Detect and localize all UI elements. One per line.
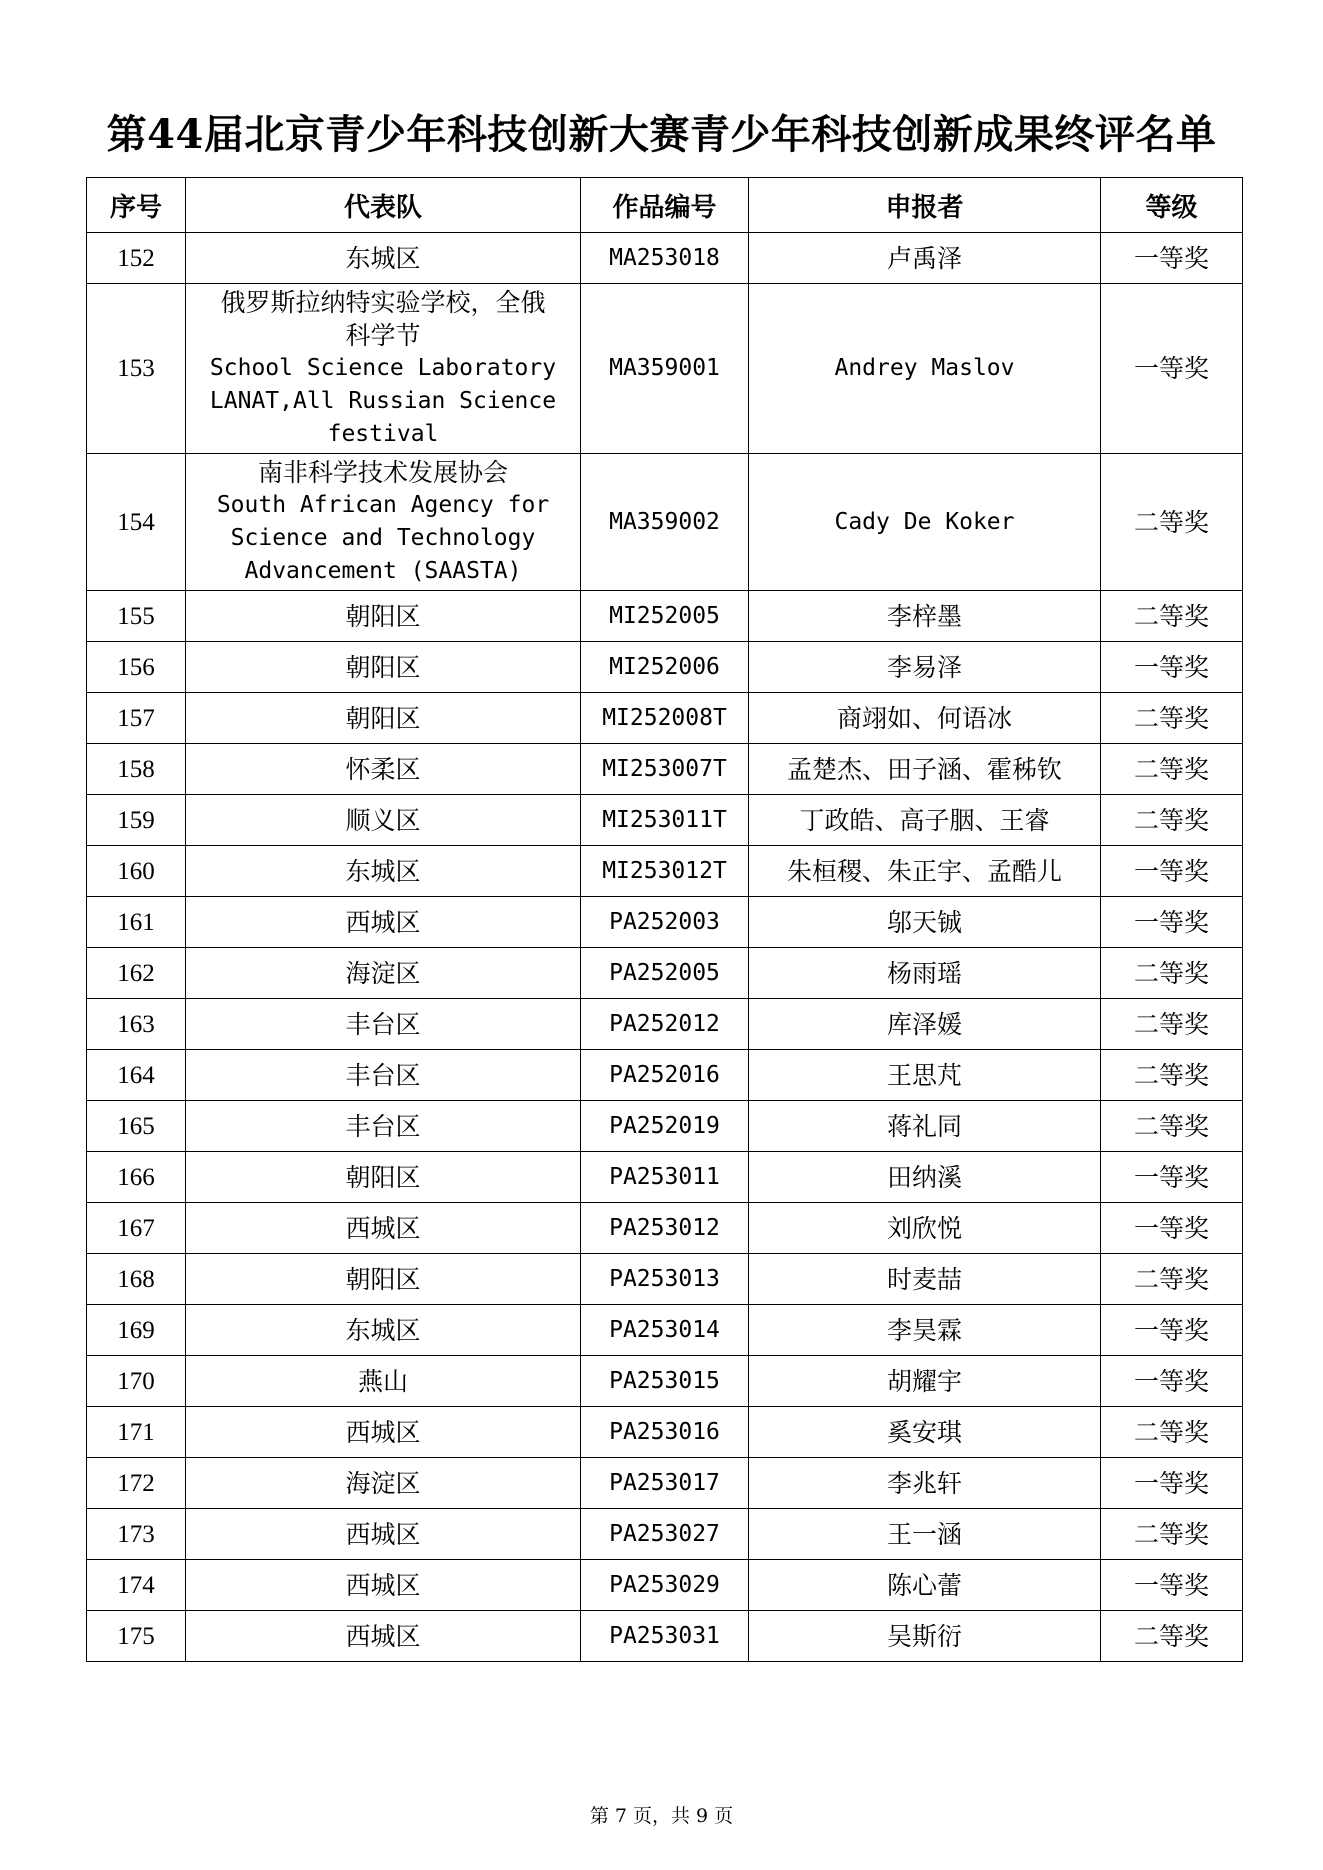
table-row bbox=[87, 1560, 1243, 1611]
cell-team bbox=[186, 1509, 581, 1560]
cell-team bbox=[186, 744, 581, 795]
cell-code: MA253018 bbox=[581, 233, 749, 284]
cell-team bbox=[186, 1152, 581, 1203]
cell-applicant: 库泽媛 bbox=[749, 999, 1101, 1050]
cell-seq: 173 bbox=[87, 1509, 186, 1560]
team-line: 燕山 bbox=[357, 1366, 408, 1396]
cell-seq: 175 bbox=[87, 1611, 186, 1662]
team-line: 西城区 bbox=[345, 907, 421, 937]
cell-code: PA253015 bbox=[581, 1356, 749, 1407]
cell-code: PA253016 bbox=[581, 1407, 749, 1458]
cell-seq: 171 bbox=[87, 1407, 186, 1458]
cell-level: 二等奖 bbox=[1101, 693, 1243, 744]
page-footer bbox=[0, 1802, 1323, 1830]
cell-team bbox=[186, 591, 581, 642]
cell-applicant: Cady De Koker bbox=[749, 454, 1101, 591]
cell-level: 二等奖 bbox=[1101, 744, 1243, 795]
cell-seq: 172 bbox=[87, 1458, 186, 1509]
cell-applicant: 卢禹泽 bbox=[749, 233, 1101, 284]
cell-seq: 159 bbox=[87, 795, 186, 846]
cell-level: 二等奖 bbox=[1101, 1050, 1243, 1101]
table-row bbox=[87, 642, 1243, 693]
cell-level: 一等奖 bbox=[1101, 897, 1243, 948]
cell-applicant: 李昊霖 bbox=[749, 1305, 1101, 1356]
cell-team bbox=[186, 1611, 581, 1662]
results-table bbox=[86, 177, 1243, 1662]
table-row bbox=[87, 284, 1243, 454]
cell-team bbox=[186, 1458, 581, 1509]
cell-code: PA252016 bbox=[581, 1050, 749, 1101]
table-row bbox=[87, 795, 1243, 846]
cell-seq: 174 bbox=[87, 1560, 186, 1611]
cell-code: MI253007T bbox=[581, 744, 749, 795]
table-row bbox=[87, 948, 1243, 999]
team-line: 顺义区 bbox=[345, 805, 421, 835]
table-row bbox=[87, 999, 1243, 1050]
cell-code: PA253012 bbox=[581, 1203, 749, 1254]
team-line: 海淀区 bbox=[345, 1468, 421, 1498]
header-code: 作品编号 bbox=[581, 178, 749, 233]
team-line: 南非科学技术发展协会 bbox=[257, 458, 508, 487]
team-line: LANAT,All Russian Science bbox=[209, 388, 557, 414]
cell-seq: 156 bbox=[87, 642, 186, 693]
cell-seq: 168 bbox=[87, 1254, 186, 1305]
cell-seq: 155 bbox=[87, 591, 186, 642]
cell-level: 一等奖 bbox=[1101, 1203, 1243, 1254]
cell-level: 二等奖 bbox=[1101, 1254, 1243, 1305]
table-row bbox=[87, 846, 1243, 897]
cell-team bbox=[186, 454, 581, 591]
cell-applicant: 李兆轩 bbox=[749, 1458, 1101, 1509]
table-row bbox=[87, 1305, 1243, 1356]
cell-applicant: 时麦喆 bbox=[749, 1254, 1101, 1305]
cell-code: MI253011T bbox=[581, 795, 749, 846]
cell-level: 二等奖 bbox=[1101, 1101, 1243, 1152]
cell-code: MA359001 bbox=[581, 284, 749, 454]
cell-team bbox=[186, 1101, 581, 1152]
team-line: Advancement (SAASTA) bbox=[244, 558, 522, 584]
table-row bbox=[87, 1458, 1243, 1509]
cell-seq: 153 bbox=[87, 284, 186, 454]
cell-seq: 161 bbox=[87, 897, 186, 948]
team-line: 西城区 bbox=[345, 1570, 421, 1600]
footer-middle: 页，共 bbox=[632, 1805, 690, 1827]
cell-applicant: 王思芃 bbox=[749, 1050, 1101, 1101]
cell-code: PA253011 bbox=[581, 1152, 749, 1203]
cell-team bbox=[186, 642, 581, 693]
table-row bbox=[87, 1101, 1243, 1152]
cell-team bbox=[186, 1407, 581, 1458]
cell-level: 二等奖 bbox=[1101, 1509, 1243, 1560]
team-line: 丰台区 bbox=[345, 1009, 421, 1039]
team-line: 西城区 bbox=[345, 1621, 421, 1651]
team-line: 朝阳区 bbox=[345, 1264, 421, 1294]
cell-applicant: 邬天铖 bbox=[749, 897, 1101, 948]
cell-level: 一等奖 bbox=[1101, 1152, 1243, 1203]
table-row bbox=[87, 1509, 1243, 1560]
team-line: 西城区 bbox=[345, 1519, 421, 1549]
team-line: festival bbox=[327, 421, 439, 447]
table-row bbox=[87, 454, 1243, 591]
cell-team bbox=[186, 1050, 581, 1101]
cell-level: 一等奖 bbox=[1101, 846, 1243, 897]
cell-seq: 163 bbox=[87, 999, 186, 1050]
cell-level: 一等奖 bbox=[1101, 233, 1243, 284]
cell-level: 一等奖 bbox=[1101, 642, 1243, 693]
team-line: 朝阳区 bbox=[345, 1162, 421, 1192]
cell-code: MI252005 bbox=[581, 591, 749, 642]
cell-team bbox=[186, 999, 581, 1050]
cell-applicant: 奚安琪 bbox=[749, 1407, 1101, 1458]
cell-applicant: 李梓墨 bbox=[749, 591, 1101, 642]
cell-applicant: 朱桓稷、朱正宇、孟酷儿 bbox=[749, 846, 1101, 897]
cell-code: PA252019 bbox=[581, 1101, 749, 1152]
cell-applicant: 王一涵 bbox=[749, 1509, 1101, 1560]
cell-applicant: 孟楚杰、田子涵、霍秭钦 bbox=[749, 744, 1101, 795]
table-row bbox=[87, 693, 1243, 744]
cell-level: 一等奖 bbox=[1101, 284, 1243, 454]
cell-level: 二等奖 bbox=[1101, 591, 1243, 642]
cell-level: 二等奖 bbox=[1101, 454, 1243, 591]
team-line: 东城区 bbox=[345, 856, 421, 886]
table-row bbox=[87, 897, 1243, 948]
team-line: 朝阳区 bbox=[345, 703, 421, 733]
cell-applicant: 杨雨瑶 bbox=[749, 948, 1101, 999]
team-line: South African Agency for bbox=[216, 492, 550, 518]
header-applicant: 申报者 bbox=[749, 178, 1101, 233]
cell-seq: 169 bbox=[87, 1305, 186, 1356]
cell-code: PA253013 bbox=[581, 1254, 749, 1305]
cell-applicant: 陈心蕾 bbox=[749, 1560, 1101, 1611]
footer-total-pages: 9 bbox=[696, 1805, 709, 1827]
team-line: 朝阳区 bbox=[345, 601, 421, 631]
cell-level: 一等奖 bbox=[1101, 1458, 1243, 1509]
cell-code: MI252006 bbox=[581, 642, 749, 693]
table-row bbox=[87, 1203, 1243, 1254]
cell-code: PA253014 bbox=[581, 1305, 749, 1356]
footer-suffix: 页 bbox=[714, 1805, 734, 1827]
cell-team bbox=[186, 233, 581, 284]
cell-seq: 167 bbox=[87, 1203, 186, 1254]
team-line: 西城区 bbox=[345, 1213, 421, 1243]
cell-level: 二等奖 bbox=[1101, 948, 1243, 999]
cell-code: PA253017 bbox=[581, 1458, 749, 1509]
cell-team bbox=[186, 948, 581, 999]
cell-applicant: 吴斯衍 bbox=[749, 1611, 1101, 1662]
table-row bbox=[87, 744, 1243, 795]
table-row bbox=[87, 1407, 1243, 1458]
cell-code: MA359002 bbox=[581, 454, 749, 591]
cell-level: 一等奖 bbox=[1101, 1356, 1243, 1407]
header-seq: 序号 bbox=[87, 178, 186, 233]
cell-team bbox=[186, 1356, 581, 1407]
team-line: 朝阳区 bbox=[345, 652, 421, 682]
cell-team bbox=[186, 284, 581, 454]
cell-seq: 154 bbox=[87, 454, 186, 591]
cell-code: PA252003 bbox=[581, 897, 749, 948]
table-header-row bbox=[87, 178, 1243, 233]
cell-applicant: 田纳溪 bbox=[749, 1152, 1101, 1203]
cell-applicant: 丁政皓、高子胭、王睿 bbox=[749, 795, 1101, 846]
team-line: 西城区 bbox=[345, 1417, 421, 1447]
cell-seq: 157 bbox=[87, 693, 186, 744]
table-row bbox=[87, 1050, 1243, 1101]
table-row bbox=[87, 1356, 1243, 1407]
cell-applicant: 胡耀宇 bbox=[749, 1356, 1101, 1407]
cell-team bbox=[186, 693, 581, 744]
cell-team bbox=[186, 1254, 581, 1305]
table-row bbox=[87, 1611, 1243, 1662]
cell-code: PA252012 bbox=[581, 999, 749, 1050]
team-line: 东城区 bbox=[345, 243, 421, 273]
cell-code: MI253012T bbox=[581, 846, 749, 897]
cell-team bbox=[186, 1305, 581, 1356]
cell-level: 二等奖 bbox=[1101, 1611, 1243, 1662]
team-line: School Science Laboratory bbox=[209, 355, 557, 381]
cell-code: MI252008T bbox=[581, 693, 749, 744]
footer-current-page: 7 bbox=[614, 1805, 627, 1827]
cell-team bbox=[186, 795, 581, 846]
cell-applicant: 商翊如、何语冰 bbox=[749, 693, 1101, 744]
cell-team bbox=[186, 846, 581, 897]
footer-prefix: 第 bbox=[589, 1805, 609, 1827]
table-row bbox=[87, 1254, 1243, 1305]
table-row bbox=[87, 591, 1243, 642]
team-line: 海淀区 bbox=[345, 958, 421, 988]
cell-code: PA252005 bbox=[581, 948, 749, 999]
team-line: 东城区 bbox=[345, 1315, 421, 1345]
cell-seq: 152 bbox=[87, 233, 186, 284]
cell-code: PA253027 bbox=[581, 1509, 749, 1560]
table-row bbox=[87, 1152, 1243, 1203]
team-line: 俄罗斯拉纳特实验学校，全俄 bbox=[220, 288, 546, 317]
cell-level: 一等奖 bbox=[1101, 1560, 1243, 1611]
team-line: Science and Technology bbox=[230, 525, 536, 551]
cell-code: PA253029 bbox=[581, 1560, 749, 1611]
cell-code: PA253031 bbox=[581, 1611, 749, 1662]
cell-level: 二等奖 bbox=[1101, 1407, 1243, 1458]
cell-seq: 165 bbox=[87, 1101, 186, 1152]
team-line: 科学节 bbox=[345, 321, 421, 350]
table-body bbox=[87, 233, 1243, 1662]
cell-seq: 166 bbox=[87, 1152, 186, 1203]
cell-level: 二等奖 bbox=[1101, 795, 1243, 846]
cell-seq: 164 bbox=[87, 1050, 186, 1101]
cell-team bbox=[186, 897, 581, 948]
cell-team bbox=[186, 1203, 581, 1254]
cell-level: 一等奖 bbox=[1101, 1305, 1243, 1356]
header-level: 等级 bbox=[1101, 178, 1243, 233]
header-team: 代表队 bbox=[186, 178, 581, 233]
cell-team bbox=[186, 1560, 581, 1611]
cell-applicant: 蒋礼同 bbox=[749, 1101, 1101, 1152]
cell-seq: 162 bbox=[87, 948, 186, 999]
cell-level: 二等奖 bbox=[1101, 999, 1243, 1050]
cell-seq: 160 bbox=[87, 846, 186, 897]
cell-applicant: Andrey Maslov bbox=[749, 284, 1101, 454]
table-row bbox=[87, 233, 1243, 284]
cell-applicant: 刘欣悦 bbox=[749, 1203, 1101, 1254]
team-line: 怀柔区 bbox=[345, 754, 421, 784]
team-line: 丰台区 bbox=[345, 1111, 421, 1141]
page-title: 第44届北京青少年科技创新大赛青少年科技创新成果终评名单 bbox=[106, 111, 1217, 158]
team-line: 丰台区 bbox=[345, 1060, 421, 1090]
cell-applicant: 李易泽 bbox=[749, 642, 1101, 693]
cell-seq: 170 bbox=[87, 1356, 186, 1407]
cell-seq: 158 bbox=[87, 744, 186, 795]
